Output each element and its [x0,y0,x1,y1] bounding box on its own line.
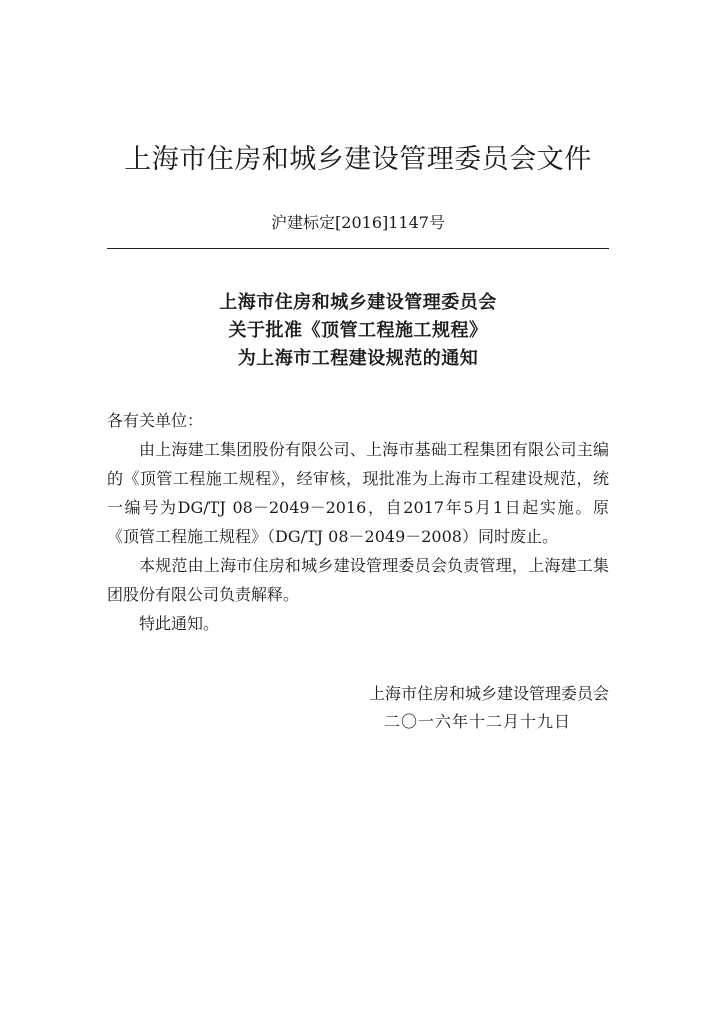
body-paragraph: 本规范由上海市住房和城乡建设管理委员会负责管理，上海建工集团股份有限公司负责解释。 [107,556,609,604]
document-number: 沪建标定[2016]1147号 [271,213,445,232]
document-header-title: 上海市住房和城乡建设管理委员会文件 [124,144,592,175]
body-paragraph: 由上海建工集团股份有限公司、上海市基础工程集团有限公司主编的《顶管工程施工规程》，经审核，现批准为上海市工程建设规范，统一编号为DG/TJ 08－2049－2016，自2017年5月1日起实施。原《顶管工程施工规程》（DG/TJ 08－2049－2008）同时废止。 [107,440,609,546]
notice-title-line: 上海市住房和城乡建设管理委员会 [219,292,497,313]
signature-block [209,680,609,736]
notice-title-line: 关于批准《顶管工程施工规程》 [228,320,488,341]
notice-body [107,406,609,638]
signature-organization: 上海市住房和城乡建设管理委员会 [368,684,609,703]
notice-title [0,289,716,373]
header-divider [107,248,609,249]
signature-date: 二〇一六年十二月十九日 [383,712,571,731]
body-paragraph: 特此通知。 [139,614,220,633]
notice-title-line: 为上海市工程建设规范的通知 [237,348,479,369]
salutation: 各有关单位： [107,411,204,430]
